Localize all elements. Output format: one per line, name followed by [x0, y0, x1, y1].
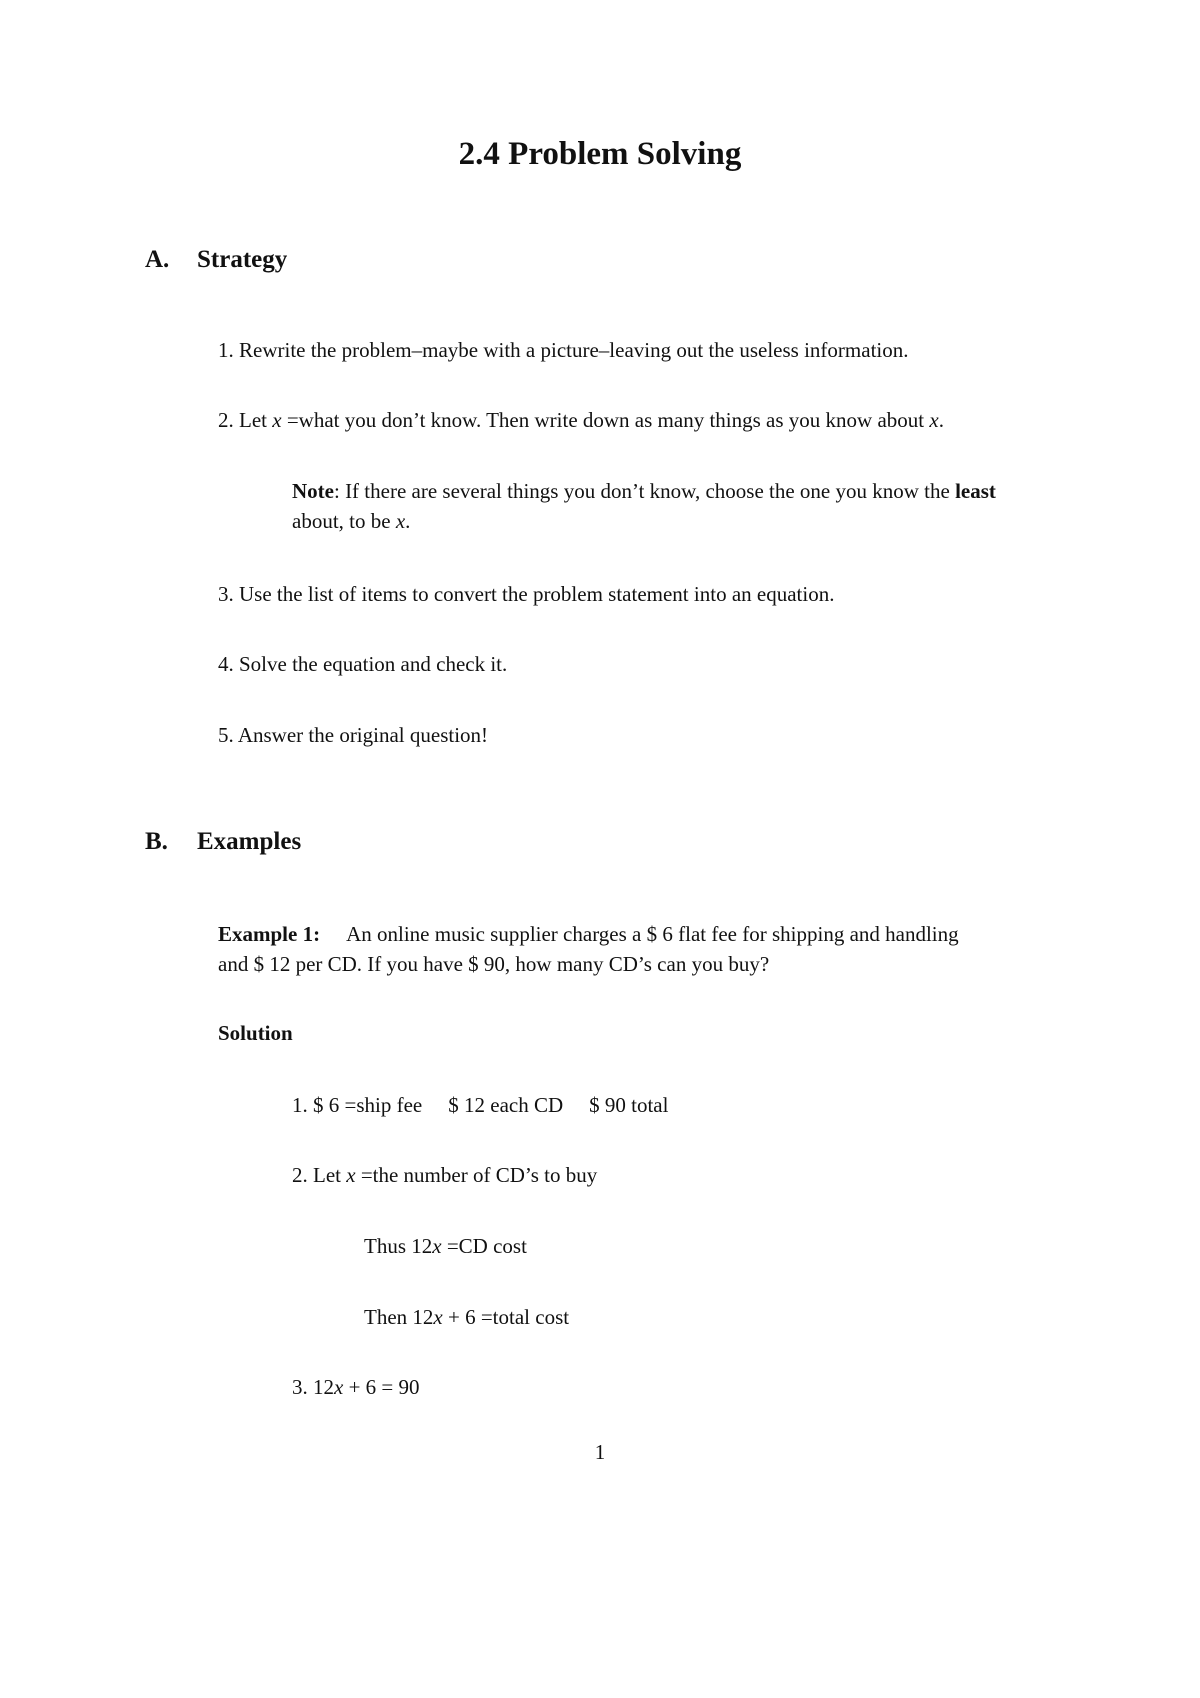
- cd-price: $ 12 each CD: [448, 1093, 564, 1117]
- example-text-line-2: and $ 12 per CD. If you have $ 90, how many CD’s can you buy?: [218, 952, 770, 976]
- equation-prefix: 3. 12: [292, 1375, 334, 1399]
- variable-x: x: [346, 1163, 356, 1187]
- ship-fee: 1. $ 6 =ship fee: [292, 1093, 423, 1117]
- variable-x: x: [395, 509, 406, 533]
- then-text: + 6 =total cost: [442, 1305, 570, 1329]
- variable-x: x: [929, 408, 939, 432]
- solution-step-3: [292, 1372, 420, 1402]
- solution-thus-line: [364, 1231, 527, 1261]
- strategy-step-3: 3. Use the list of items to convert the problem statement into an equation.: [218, 582, 835, 606]
- variable-x: x: [272, 408, 282, 432]
- equation-text: + 6 = 90: [343, 1375, 420, 1399]
- note-end: .: [405, 509, 411, 533]
- thus-text: =CD cost: [441, 1234, 527, 1258]
- example-label: Example 1:: [218, 922, 321, 946]
- section-b-title: Examples: [197, 828, 302, 855]
- note-label: Note: [292, 479, 334, 503]
- example-1: [218, 919, 959, 979]
- solution-step-1: [292, 1090, 668, 1120]
- thus-prefix: Thus 12: [364, 1234, 433, 1258]
- strategy-step-1: 1. Rewrite the problem–maybe with a picture–leaving out the useless information.: [218, 338, 909, 362]
- step-prefix: 2. Let: [292, 1163, 347, 1187]
- strategy-step-5: 5. Answer the original question!: [218, 723, 489, 747]
- section-b-letter: B.: [145, 828, 168, 855]
- note-text: : If there are several things you don’t know, choose the one you know the: [333, 479, 956, 503]
- strategy-note: [292, 476, 996, 536]
- strategy-step-2: [218, 405, 944, 435]
- section-a-letter: A.: [145, 246, 170, 273]
- step-text: =the number of CD’s to buy: [355, 1163, 598, 1187]
- note-text-2: about, to be: [292, 509, 396, 533]
- strategy-step-4: 4. Solve the equation and check it.: [218, 652, 508, 676]
- example-text-line-1: An online music supplier charges a $ 6 flat fee for shipping and handling: [346, 922, 959, 946]
- page-title: 2.4 Problem Solving: [458, 136, 742, 172]
- section-a-heading: [145, 246, 287, 274]
- total-budget: $ 90 total: [589, 1093, 669, 1117]
- step-2-text: =what you don’t know. Then write down as many things as you know about: [281, 408, 930, 432]
- solution-step-2: [292, 1160, 597, 1190]
- section-a-title: Strategy: [197, 246, 288, 273]
- then-prefix: Then 12: [364, 1305, 434, 1329]
- variable-x: x: [334, 1375, 344, 1399]
- page-number: 1: [594, 1440, 606, 1464]
- note-emphasis: least: [955, 479, 996, 503]
- step-2-end: .: [938, 408, 944, 432]
- variable-x: x: [432, 1234, 442, 1258]
- step-2-prefix: 2. Let: [218, 408, 273, 432]
- variable-x: x: [433, 1305, 443, 1329]
- solution-label: Solution: [218, 1021, 293, 1045]
- solution-then-line: [364, 1302, 569, 1332]
- section-b-heading: [145, 828, 301, 856]
